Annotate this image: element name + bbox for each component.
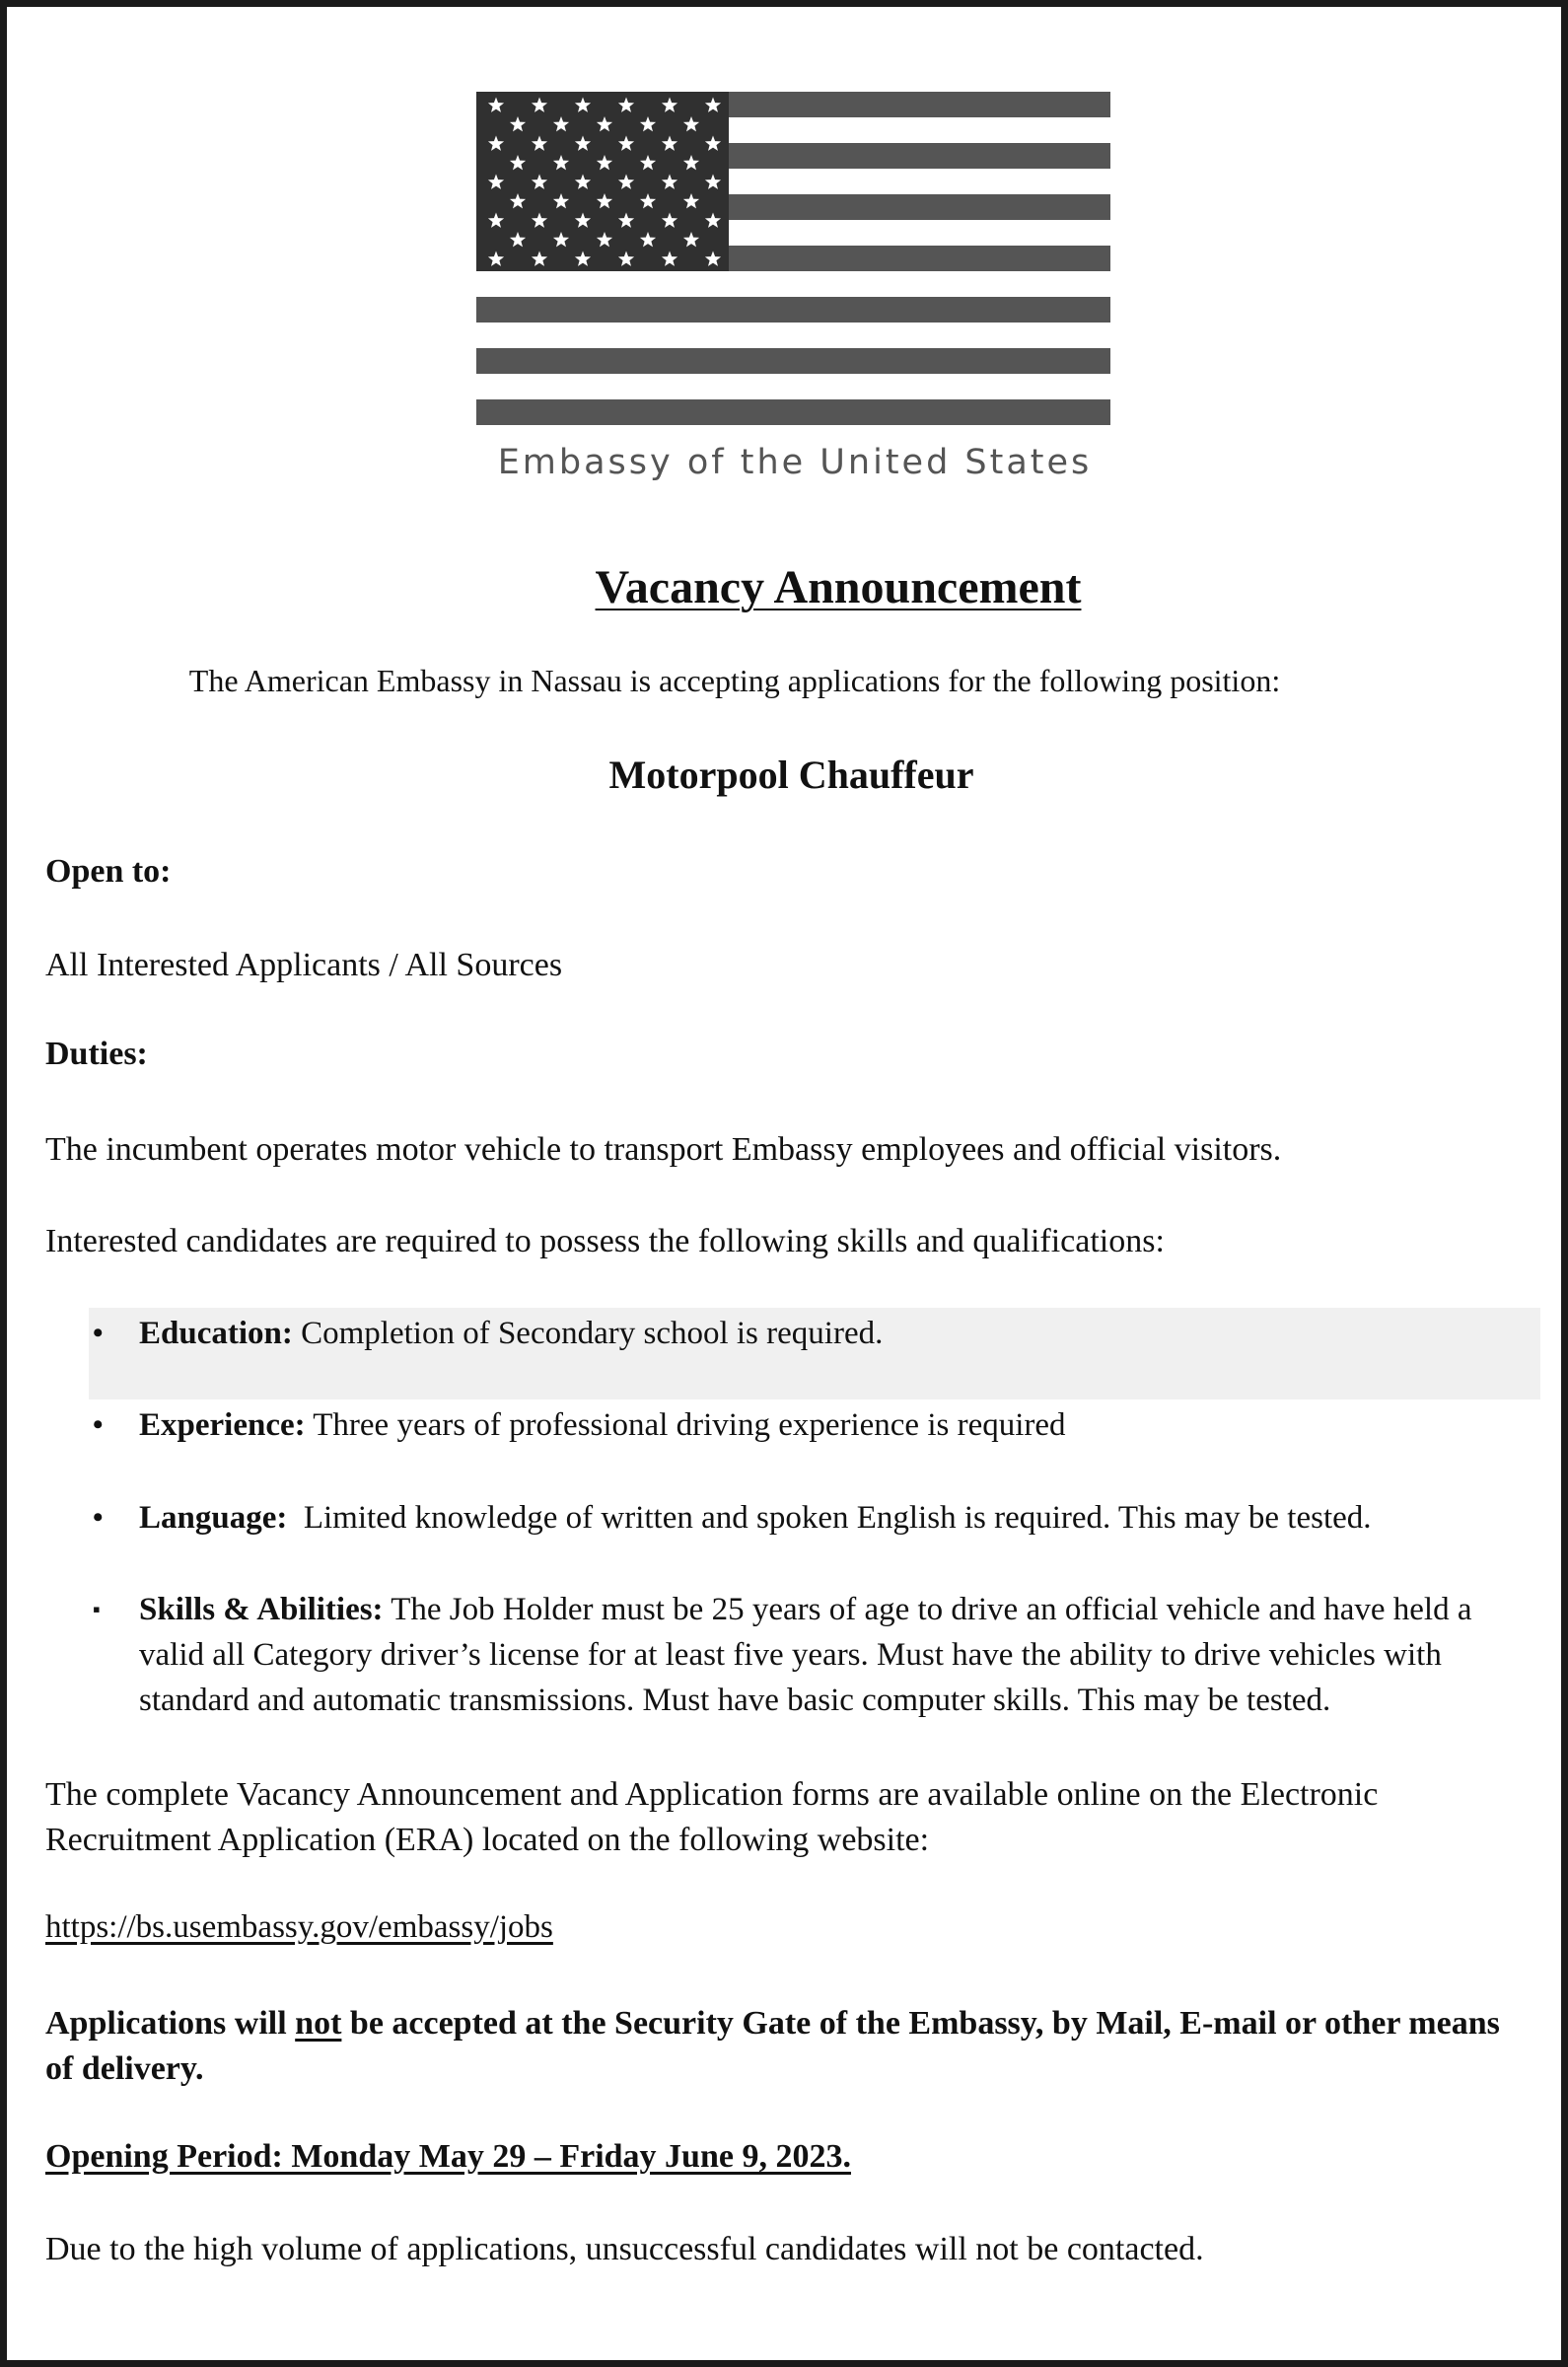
qualification-label: Language: xyxy=(139,1500,288,1536)
qualification-text: The Job Holder must be 25 years of age to drive an official vehicle and have held a valid all Category driver’s license for at least five years. Must have the ability to drive vehicles with standard and automatic transmissions. Must have basic computer skills. This may be tested. xyxy=(139,1592,1472,1718)
flag-stripe xyxy=(476,297,1110,323)
embassy-name-text: Embassy of the United States xyxy=(497,443,1093,482)
notice-emphasis: not xyxy=(295,2005,342,2042)
qualification-item-experience xyxy=(93,1402,1520,1448)
notice-text: Applications will xyxy=(45,2005,296,2042)
qualification-item-language xyxy=(93,1495,1520,1541)
qualification-text: Limited knowledge of written and spoken English is required. This may be tested. xyxy=(287,1500,1372,1536)
application-notice xyxy=(45,2001,1505,2092)
opening-period: Opening Period: Monday May 29 – Friday June 9, 2023. xyxy=(45,2138,851,2175)
application-info: The complete Vacancy Announcement and Application forms are available online on the Electronic Recruitment Application (ERA) located on the following website: xyxy=(45,1776,1379,1858)
closing-note: Due to the high volume of applications, unsuccessful candidates will not be contacted. xyxy=(45,2231,1204,2267)
jobs-website-link[interactable]: https://bs.usembassy.gov/embassy/jobs xyxy=(45,1909,553,1945)
notice-text: be accepted at the Security Gate of the Embassy, by Mail, E-mail or other means of delivery. xyxy=(45,2005,1500,2087)
square-bullet-icon: ▪ xyxy=(93,1597,101,1621)
qualification-item-education xyxy=(93,1311,1520,1356)
page-title: Vacancy Announcement xyxy=(595,561,1082,613)
bullet-icon: • xyxy=(93,1501,104,1534)
qualification-text: Three years of professional driving experience is required xyxy=(305,1407,1066,1443)
qualification-text: Completion of Secondary school is required. xyxy=(292,1316,884,1351)
bullet-icon: • xyxy=(93,1317,104,1349)
us-flag-icon xyxy=(473,89,1112,503)
qualification-label: Skills & Abilities: xyxy=(139,1592,384,1627)
duties-label: Duties: xyxy=(45,1036,148,1072)
flag-stripe xyxy=(476,399,1110,425)
qualification-item-skills xyxy=(93,1587,1520,1723)
qualification-label: Education: xyxy=(139,1316,293,1351)
duties-text: The incumbent operates motor vehicle to transport Embassy employees and official visitors. xyxy=(45,1131,1282,1168)
position-title: Motorpool Chauffeur xyxy=(608,753,974,797)
open-to-value: All Interested Applicants / All Sources xyxy=(45,947,563,983)
flag-stripe xyxy=(476,348,1110,374)
intro-text: The American Embassy in Nassau is accepting applications for the following position: xyxy=(188,663,1281,698)
qualifications-intro: Interested candidates are required to possess the following skills and qualifications: xyxy=(45,1223,1165,1259)
embassy-logo xyxy=(473,89,1112,503)
open-to-label: Open to: xyxy=(45,853,172,890)
qualification-label: Experience: xyxy=(139,1407,306,1443)
bullet-icon: • xyxy=(93,1408,104,1441)
